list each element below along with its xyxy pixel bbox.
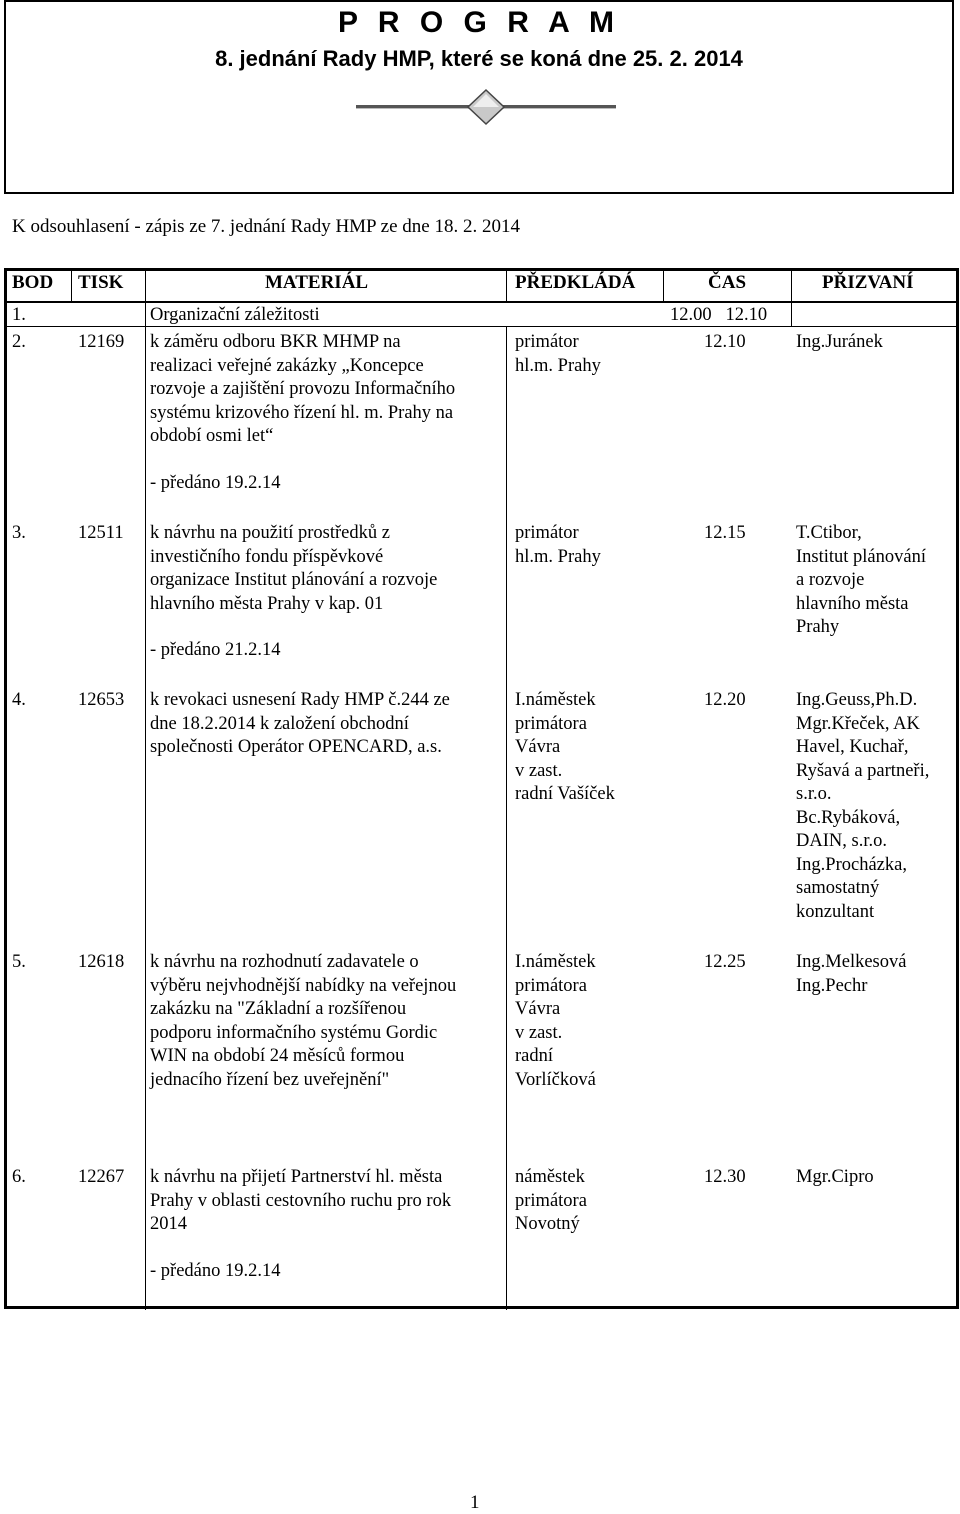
row3-note: - předáno 21.2.14	[150, 640, 281, 660]
row2-note: - předáno 19.2.14	[150, 472, 281, 493]
row6-note: - předáno 19.2.14	[150, 1260, 281, 1281]
header-material: MATERIÁL	[265, 272, 369, 293]
row5-tisk: 12618	[78, 952, 125, 972]
row2-bod: 2.	[12, 332, 26, 352]
col-divider-2	[145, 271, 146, 1310]
row3-material: k návrhu na použití prostředků z investičního fondu příspěvkové organizace Institut plánování a rozvoje hlavního města Prahy v kap. 01	[150, 523, 438, 614]
header-cas: ČAS	[708, 272, 747, 293]
row3-predklada: primátor hl.m. Prahy	[515, 523, 601, 567]
header-bod: BOD	[12, 272, 54, 293]
row3-tisk: 12511	[78, 523, 124, 543]
col-divider-3	[506, 271, 507, 301]
row3-cas: 12.15	[704, 523, 746, 543]
col-divider-5	[791, 271, 792, 326]
header-predklada: PŘEDKLÁDÁ	[515, 272, 636, 293]
program-subtitle: 8. jednání Rady HMP, které se koná dne 25. 2. 2014	[215, 46, 743, 71]
row3-material-block	[150, 522, 437, 663]
row5-material: k návrhu na rozhodnutí zadavatele o výběru nejvhodnější nabídky na veřejnou zakázku na "Základní a rozšířenou podporu informačního systému Gordic WIN na období 24 měsíců formou jednacího řízení bez uveřejnění"	[150, 952, 457, 1090]
col-divider-3b	[506, 327, 507, 1310]
row1-material: Organizační záležitosti	[150, 305, 320, 325]
row6-predklada: náměstek primátora Novotný	[515, 1167, 587, 1234]
approval-note: K odsouhlasení - zápis ze 7. jednání Rady HMP ze dne 18. 2. 2014	[12, 216, 520, 237]
row6-material: k návrhu na přijetí Partnerství hl. města Prahy v oblasti cestovního ruchu pro rok 2014	[150, 1167, 452, 1234]
row5-prizvani: Ing.Melkesová Ing.Pechr	[796, 952, 907, 996]
row2-predklada: primátor hl.m. Prahy	[515, 332, 601, 376]
row2-material-block	[150, 331, 455, 495]
row6-bod: 6.	[12, 1167, 26, 1187]
header-divider	[7, 301, 957, 303]
header-box	[4, 0, 954, 194]
row2-tisk: 12169	[78, 332, 125, 352]
row4-bod: 4.	[12, 690, 26, 710]
row6-tisk: 12267	[78, 1167, 125, 1187]
diamond-ornament	[356, 88, 616, 128]
row5-predklada: I.náměstek primátora Vávra v zast. radní Vorlíčková	[515, 952, 596, 1090]
row5-cas: 12.25	[704, 952, 746, 972]
row3-bod: 3.	[12, 523, 26, 543]
row4-cas: 12.20	[704, 690, 746, 710]
row6-cas: 12.30	[704, 1167, 746, 1187]
row4-predklada: I.náměstek primátora Vávra v zast. radní Vašíček	[515, 690, 615, 804]
page-number: 1	[470, 1492, 480, 1513]
row4-tisk: 12653	[78, 690, 125, 710]
col-divider-4	[663, 271, 664, 301]
row2-cas: 12.10	[704, 332, 746, 352]
row2-prizvani: Ing.Juránek	[796, 332, 883, 352]
row2-material: k záměru odboru BKR MHMP na realizaci veřejné zakázky „Koncepce rozvoje a zajištění provozu Informačního systému krizového řízení hl. m. Prahy na období osmi let“	[150, 332, 456, 446]
row5-bod: 5.	[12, 952, 26, 972]
row6-material-block	[150, 1166, 451, 1283]
program-title: P R O G R A M	[338, 6, 620, 39]
row4-material: k revokaci usnesení Rady HMP č.244 ze dne 18.2.2014 k založení obchodní společnosti Operátor OPENCARD, a.s.	[150, 690, 450, 757]
row6-prizvani: Mgr.Cipro	[796, 1167, 874, 1187]
row4-prizvani: Ing.Geuss,Ph.D. Mgr.Křeček, AK Havel, Kuchař, Ryšavá a partneři, s.r.o. Bc.Rybáková, DAIN, s.r.o. Ing.Procházka, samostatný konzultant	[796, 690, 930, 922]
col-divider-1	[71, 271, 72, 301]
header-prizvani: PŘIZVANÍ	[822, 272, 914, 293]
header-tisk: TISK	[78, 272, 124, 293]
row1-cas: 12.00 12.10	[670, 305, 768, 325]
row1-bod: 1.	[12, 305, 26, 325]
row3-prizvani: T.Ctibor, Institut plánování a rozvoje hlavního města Prahy	[796, 523, 926, 637]
